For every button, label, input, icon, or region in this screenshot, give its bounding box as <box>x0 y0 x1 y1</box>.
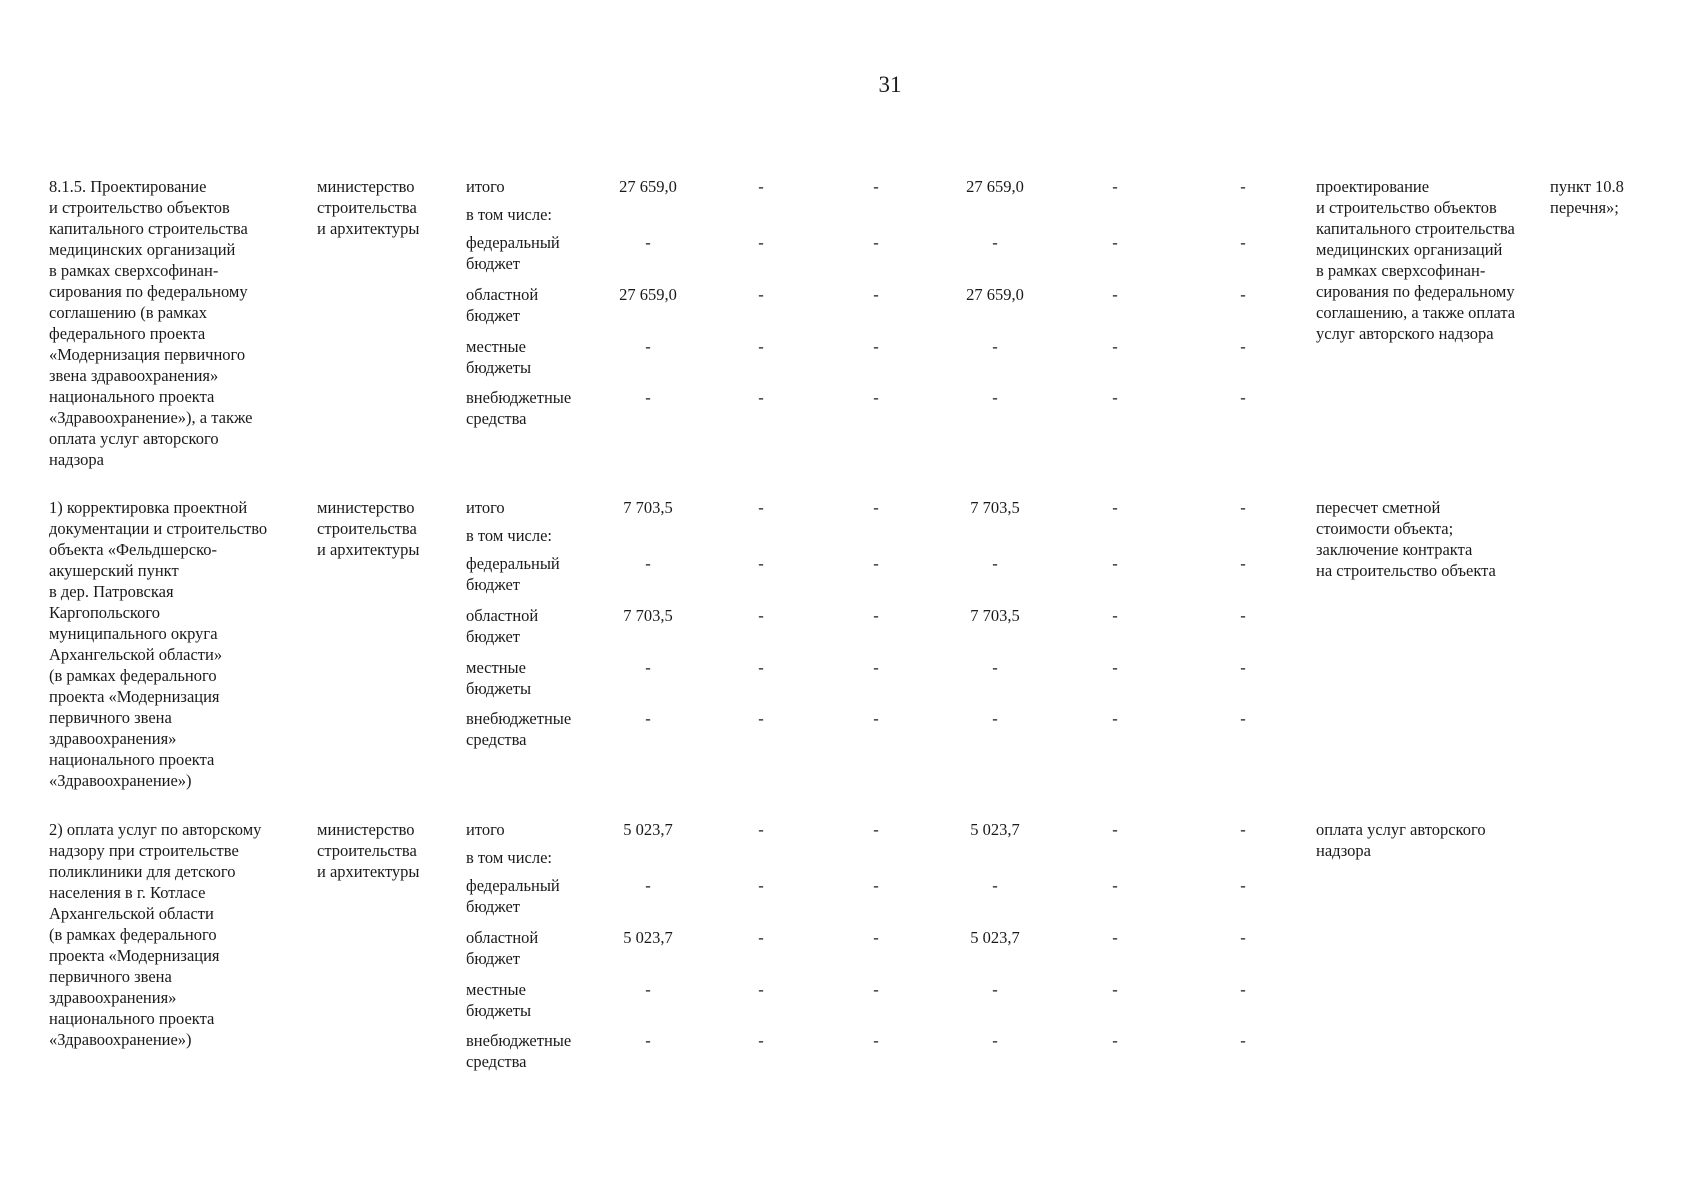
funding-amount-cell: - <box>645 709 651 728</box>
funding-amount-cell: - <box>1112 388 1118 407</box>
funding-amount-cell: - <box>758 388 764 407</box>
funding-source-label <box>466 979 606 1021</box>
funding-amount-cell: - <box>645 388 651 407</box>
funding-amount-cell: 27 659,0 <box>966 177 1024 196</box>
funding-amount-cell: - <box>758 980 764 999</box>
measure-description-line: 2) оплата услуг по авторскому <box>49 820 262 839</box>
funding-source-label-line: бюджеты <box>466 1001 532 1020</box>
funding-source-label <box>466 204 606 225</box>
funding-amount-cell: - <box>758 606 764 625</box>
funding-amount-cell: - <box>992 337 998 356</box>
funding-amount-cell: 27 659,0 <box>619 285 677 304</box>
funding-amount-cell: - <box>992 233 998 252</box>
table-row <box>0 497 1697 807</box>
responsible-executor-line: и архитектуры <box>317 219 420 238</box>
measure-description-line: «Здравоохранение»), а также <box>49 408 253 427</box>
funding-amount-cell: - <box>645 1031 651 1050</box>
funding-amount-cell: - <box>758 285 764 304</box>
funding-amount-cell: - <box>1112 233 1118 252</box>
funding-source-label-line: бюджет <box>466 627 520 646</box>
page-number: 31 <box>878 72 902 97</box>
expected-result-line: медицинских организаций <box>1316 240 1503 259</box>
funding-amount-cell: - <box>758 658 764 677</box>
funding-amount-cell: - <box>1240 233 1246 252</box>
funding-amount-cell: 5 023,7 <box>970 820 1020 839</box>
measure-description-line: капитального строительства <box>49 219 248 238</box>
funding-amount-cell: - <box>873 177 879 196</box>
funding-amount-cell: - <box>873 233 879 252</box>
measure-description-line: в рамках сверхсофинан- <box>49 261 219 280</box>
funding-source-label-line: средства <box>466 409 527 428</box>
funding-amount-cell: - <box>758 337 764 356</box>
funding-amount-cell: - <box>873 876 879 895</box>
funding-amount-cell: 7 703,5 <box>970 498 1020 517</box>
funding-amount-cell: - <box>873 554 879 573</box>
measure-description-line: 8.1.5. Проектирование <box>49 177 207 196</box>
funding-amount-cell: 5 023,7 <box>623 928 673 947</box>
funding-amount-cell: - <box>1240 928 1246 947</box>
measure-description-line: соглашению (в рамках <box>49 303 207 322</box>
funding-amount-cell: - <box>645 876 651 895</box>
funding-amount-cell: - <box>758 177 764 196</box>
funding-amount-cell: - <box>758 928 764 947</box>
funding-source-label-line: итого <box>466 177 505 196</box>
responsible-executor-line: строительства <box>317 198 417 217</box>
funding-amount-cell: - <box>1112 658 1118 677</box>
funding-amount-cell: - <box>1240 658 1246 677</box>
funding-amount-cell: - <box>873 285 879 304</box>
funding-source-label-line: в том числе: <box>466 526 553 545</box>
funding-source-label <box>466 553 606 595</box>
funding-amount-cell: - <box>1240 337 1246 356</box>
funding-amount-cell: - <box>1240 388 1246 407</box>
funding-amount-cell: 27 659,0 <box>966 285 1024 304</box>
measure-description <box>49 497 311 791</box>
measure-description-line: проекта «Модернизация <box>49 687 220 706</box>
funding-amount-cell: - <box>873 928 879 947</box>
funding-amount-cell: - <box>992 388 998 407</box>
funding-amount-cell: 7 703,5 <box>970 606 1020 625</box>
funding-amount-cell: - <box>992 876 998 895</box>
funding-source-label-line: областной <box>466 928 539 947</box>
expected-result <box>1316 819 1556 861</box>
measure-description-line: документации и строительство <box>49 519 268 538</box>
funding-amount-cell: - <box>873 1031 879 1050</box>
funding-amount-cell: - <box>758 498 764 517</box>
measure-description-line: акушерский пункт <box>49 561 179 580</box>
measure-description-line: 1) корректировка проектной <box>49 498 248 517</box>
funding-amount-cell: - <box>873 606 879 625</box>
funding-amount-cell: - <box>1240 285 1246 304</box>
measure-description-line: национального проекта <box>49 1009 215 1028</box>
funding-amount-cell: - <box>645 233 651 252</box>
funding-amount-cell: - <box>645 980 651 999</box>
expected-result-line: проектирование <box>1316 177 1430 196</box>
expected-result-line: услуг авторского надзора <box>1316 324 1494 343</box>
funding-amount-cell: - <box>758 554 764 573</box>
funding-amount-cell: - <box>1112 554 1118 573</box>
list-reference-line: пункт 10.8 <box>1550 177 1624 196</box>
measure-description-line: первичного звена <box>49 708 172 727</box>
expected-result-line: пересчет сметной <box>1316 498 1441 517</box>
measure-description-line: звена здравоохранения» <box>49 366 219 385</box>
measure-description-line: «Модернизация первичного <box>49 345 246 364</box>
measure-description-line: медицинских организаций <box>49 240 236 259</box>
funding-amount-cell: - <box>873 980 879 999</box>
funding-amount-cell: - <box>992 658 998 677</box>
funding-amount-cell: 7 703,5 <box>623 606 673 625</box>
funding-source-label-line: федеральный <box>466 876 560 895</box>
funding-source-label <box>466 847 606 868</box>
funding-source-label-line: внебюджетные <box>466 388 572 407</box>
expected-result-line: на строительство объекта <box>1316 561 1496 580</box>
funding-amount-cell: - <box>758 820 764 839</box>
expected-result-line: и строительство объектов <box>1316 198 1497 217</box>
funding-amount-cell: - <box>1112 820 1118 839</box>
responsible-executor-line: строительства <box>317 841 417 860</box>
measure-description-line: сирования по федеральному <box>49 282 248 301</box>
measure-description-line: населения в г. Котласе <box>49 883 206 902</box>
funding-source-label-line: областной <box>466 285 539 304</box>
funding-amount-cell: - <box>1240 980 1246 999</box>
responsible-executor <box>317 176 445 239</box>
responsible-executor-line: министерство <box>317 820 415 839</box>
expected-result-line: заключение контракта <box>1316 540 1473 559</box>
expected-result-line: в рамках сверхсофинан- <box>1316 261 1486 280</box>
funding-amount-cell: - <box>645 658 651 677</box>
measure-description-line: здравоохранения» <box>49 729 177 748</box>
funding-source-label <box>466 927 606 969</box>
funding-amount-cell: 27 659,0 <box>619 177 677 196</box>
expected-result-line: капитального строительства <box>1316 219 1515 238</box>
measure-description-line: оплата услуг авторского <box>49 429 219 448</box>
expected-result-line: надзора <box>1316 841 1371 860</box>
expected-result <box>1316 176 1556 344</box>
funding-amount-cell: - <box>1112 606 1118 625</box>
funding-amount-cell: - <box>1112 498 1118 517</box>
funding-source-label <box>466 284 606 326</box>
funding-source-label-line: бюджет <box>466 897 520 916</box>
funding-source-label <box>466 605 606 647</box>
funding-source-label <box>466 525 606 546</box>
measure-description-line: муниципального округа <box>49 624 218 643</box>
measure-description-line: проекта «Модернизация <box>49 946 220 965</box>
measure-description-line: надзора <box>49 450 104 469</box>
funding-source-label-line: бюджет <box>466 254 520 273</box>
funding-amount-cell: - <box>758 1031 764 1050</box>
funding-amount-cell: 7 703,5 <box>623 498 673 517</box>
measure-description-line: надзору при строительстве <box>49 841 239 860</box>
funding-amount-cell: - <box>1112 177 1118 196</box>
funding-amount-cell: - <box>1112 928 1118 947</box>
expected-result-line: соглашению, а также оплата <box>1316 303 1516 322</box>
funding-source-label <box>466 232 606 274</box>
funding-source-label <box>466 1030 606 1072</box>
funding-source-label-line: бюджеты <box>466 679 532 698</box>
funding-source-label-line: бюджет <box>466 306 520 325</box>
funding-source-label-line: итого <box>466 820 505 839</box>
responsible-executor-line: министерство <box>317 177 415 196</box>
funding-source-label-line: внебюджетные <box>466 709 572 728</box>
funding-amount-cell: - <box>1112 337 1118 356</box>
funding-source-label <box>466 336 606 378</box>
funding-amount-cell: - <box>1240 606 1246 625</box>
funding-amount-cell: - <box>758 233 764 252</box>
funding-source-label-line: средства <box>466 730 527 749</box>
measure-description-line: первичного звена <box>49 967 172 986</box>
funding-amount-cell: - <box>873 337 879 356</box>
funding-source-label-line: средства <box>466 1052 527 1071</box>
measure-description-line: Архангельской области <box>49 904 214 923</box>
funding-amount-cell: - <box>1240 498 1246 517</box>
funding-amount-cell: - <box>1112 1031 1118 1050</box>
funding-amount-cell: - <box>1112 709 1118 728</box>
measure-description-line: поликлиники для детского <box>49 862 236 881</box>
funding-source-label-line: местные <box>466 980 526 999</box>
funding-source-label <box>466 819 606 840</box>
list-reference-line: перечня»; <box>1550 198 1619 217</box>
responsible-executor-line: строительства <box>317 519 417 538</box>
funding-amount-cell: - <box>992 554 998 573</box>
funding-amount-cell: 5 023,7 <box>970 928 1020 947</box>
funding-amount-cell: 5 023,7 <box>623 820 673 839</box>
measure-description-line: Архангельской области» <box>49 645 223 664</box>
funding-amount-cell: - <box>1240 1031 1246 1050</box>
funding-amount-cell: - <box>992 709 998 728</box>
funding-amount-cell: - <box>645 337 651 356</box>
funding-source-label <box>466 708 606 750</box>
funding-amount-cell: - <box>1240 554 1246 573</box>
funding-amount-cell: - <box>1240 177 1246 196</box>
measure-description-line: национального проекта <box>49 387 215 406</box>
funding-amount-cell: - <box>1240 709 1246 728</box>
responsible-executor <box>317 819 445 882</box>
responsible-executor-line: и архитектуры <box>317 862 420 881</box>
funding-source-label <box>466 387 606 429</box>
funding-source-label <box>466 176 606 197</box>
funding-amount-cell: - <box>1240 820 1246 839</box>
funding-source-label-line: бюджет <box>466 575 520 594</box>
funding-amount-cell: - <box>873 709 879 728</box>
funding-source-label-line: областной <box>466 606 539 625</box>
funding-amount-cell: - <box>645 554 651 573</box>
expected-result <box>1316 497 1556 581</box>
funding-amount-cell: - <box>873 820 879 839</box>
funding-source-label <box>466 875 606 917</box>
expected-result-line: стоимости объекта; <box>1316 519 1454 538</box>
table-row <box>0 819 1697 1129</box>
measure-description-line: национального проекта <box>49 750 215 769</box>
funding-amount-cell: - <box>992 1031 998 1050</box>
measure-description-line: (в рамках федерального <box>49 925 217 944</box>
measure-description-line: и строительство объектов <box>49 198 230 217</box>
measure-description-line: Каргопольского <box>49 603 160 622</box>
funding-amount-cell: - <box>873 658 879 677</box>
funding-amount-cell: - <box>1112 876 1118 895</box>
responsible-executor-line: и архитектуры <box>317 540 420 559</box>
measure-description <box>49 819 311 1050</box>
responsible-executor <box>317 497 445 560</box>
funding-source-label-line: в том числе: <box>466 205 553 224</box>
funding-source-label-line: местные <box>466 337 526 356</box>
funding-source-label-line: федеральный <box>466 554 560 573</box>
funding-source-label-line: местные <box>466 658 526 677</box>
expected-result-line: сирования по федеральному <box>1316 282 1515 301</box>
funding-source-label <box>466 657 606 699</box>
funding-source-label-line: федеральный <box>466 233 560 252</box>
funding-source-label-line: бюджет <box>466 949 520 968</box>
measure-description-line: (в рамках федерального <box>49 666 217 685</box>
funding-source-label <box>466 497 606 518</box>
funding-amount-cell: - <box>758 876 764 895</box>
funding-amount-cell: - <box>1112 285 1118 304</box>
list-reference <box>1550 176 1697 218</box>
funding-source-label-line: в том числе: <box>466 848 553 867</box>
measure-description-line: объекта «Фельдшерско- <box>49 540 218 559</box>
responsible-executor-line: министерство <box>317 498 415 517</box>
funding-amount-cell: - <box>992 980 998 999</box>
measure-description-line: федерального проекта <box>49 324 206 343</box>
measure-description <box>49 176 311 470</box>
funding-amount-cell: - <box>873 388 879 407</box>
funding-source-label-line: бюджеты <box>466 358 532 377</box>
funding-amount-cell: - <box>758 709 764 728</box>
measure-description-line: «Здравоохранение») <box>49 771 192 790</box>
funding-amount-cell: - <box>1240 876 1246 895</box>
funding-amount-cell: - <box>1112 980 1118 999</box>
measure-description-line: «Здравоохранение») <box>49 1030 192 1049</box>
measure-description-line: здравоохранения» <box>49 988 177 1007</box>
funding-source-label-line: итого <box>466 498 505 517</box>
table-row <box>0 176 1697 486</box>
funding-source-label-line: внебюджетные <box>466 1031 572 1050</box>
expected-result-line: оплата услуг авторского <box>1316 820 1486 839</box>
measure-description-line: в дер. Патровская <box>49 582 174 601</box>
funding-amount-cell: - <box>873 498 879 517</box>
